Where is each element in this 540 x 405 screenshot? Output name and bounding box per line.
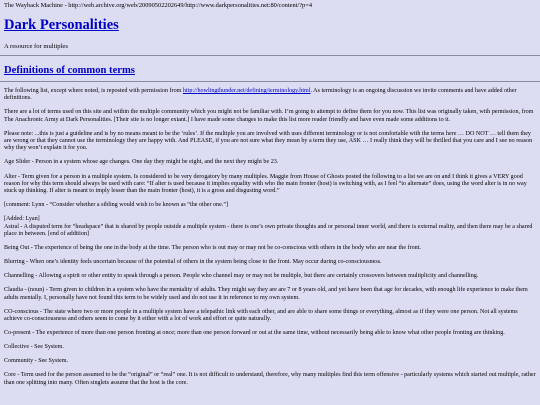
term-alter: Alter - Term given for a person in a multiple system. Is considered to be very derogatory by many multiples. Maggie from House of Ghosts posted the following to a list we are on and I think it gives a VERY good reason for why this term should always be used with care: “If alter is used because it implies equality with who the main fronter (host) is switching with, as I feel “to alternate” does, using the word alter is in no way stuck up thinking. If alter is meant to imply lesser than the main fronter (host), it is a gross and disgusting word.” xyxy=(4,173,527,195)
post-intro xyxy=(4,88,536,103)
comment-lynn: [comment: Lynn - “Consider whether a sibling would wish to be known as “the other one.”] xyxy=(4,202,229,209)
term-collective: Collective - See System. xyxy=(4,344,64,351)
site-tagline: A resource for multiples xyxy=(4,43,68,50)
source-link[interactable]: http://howlingthunder.net/defining/terminology.html xyxy=(182,88,311,94)
site-title-link[interactable]: Dark Personalities xyxy=(4,17,119,33)
astral-text: Astral - A disputed term for “headspace” that is shared by people outside a multiple system - there is one’s own private thoughts and or personal inner world, and there is external reality, and then there may be a shared place in between. [end of addition] xyxy=(4,223,533,237)
note-paragraph: Please note: ...this is just a guideline and is by no means meant to be the ‘rules’. If the multiple you are involved with uses different terminology or is not comfortable with the terms here … DO NOT … tell them they are wrong or that they cannot use the terminology they are happy with. And PLEASE, if you are not sure what they mean by a term they use, ASK … I really think they will be thrilled that you care and I see no reason why they won’t explain it for you. xyxy=(4,130,533,152)
added-tag: [Added: Lyan] xyxy=(4,216,40,223)
term-community: Community - See System. xyxy=(4,358,68,365)
term-core: Core - Term used for the person assumed to be the “original” or “real” one. It is not difficult to understand, therefore, why many multiples find this term offensive - particularly systems which started out multiple, rather than one splitting into many. Often singlets assume that the host is the core. xyxy=(4,372,536,386)
list-intro-paragraph: There are a lot of terms used on this site and within the multiple community which you might not be familiar with. I’m going to attempt to define them for you now. This list was originally taken, with permission, from The Anachronic Army at Dark Personalities. [Their site is no longer extant.] I have made some changes to make this list more reader friendly and have even made some additions to it. xyxy=(4,109,534,123)
intro-text-after: . As terminology is an ongoing discussion we invite comments and have added other definitions. xyxy=(4,88,517,102)
term-claudia: Claudia - (noun) - Term given to children in a system who have the mentality of adults. They might say they are are 7 or 8 years old, and yet have been that age for decades, with enough life experience to make them adults mentally. I, personally have not found this term to be widely used and do not use it in reference to my own system. xyxy=(4,287,528,301)
term-astral xyxy=(4,216,536,238)
term-being-out: Being Out - The experience of being the one in the body at the time. The person who is out may or may not be co-conscious with others in the body who are near the front. xyxy=(4,245,421,252)
post-title-link[interactable]: Definitions of common terms xyxy=(4,65,135,76)
wayback-banner: The Wayback Machine - http://web.archive.org/web/20090502202649/http://www.darkpersonalities.net:80/content/?p=4 xyxy=(4,2,313,9)
term-blurring: Blurring - When one’s identity feels uncertain because of the potential of others in the system being close to the front. May occur during co-consciousness. xyxy=(4,259,382,266)
intro-text-before: The following list, except where noted, is reposted with permission from xyxy=(4,88,183,94)
post-content xyxy=(4,88,536,394)
term-coconscious: CO-conscious - The state where two or more people in a multiple system have a telepathic link with each other, and are able to share some things or everything, almost as if they were one person. Not all systems achieve co-consciousness and others seem to come by it either with a lot of work and effort or quite naturally. xyxy=(4,308,518,322)
post-title-divider xyxy=(0,81,540,82)
header-divider xyxy=(0,55,540,56)
term-channelling: Channelling - Allowing a spirit or other entity to speak through a person. People who channel may or may not be multiple, but there are certainly crossovers between multiplicity and channelling. xyxy=(4,273,479,280)
term-copresent: Co-present - The experience of more than one person fronting at once; more than one person forward or out at the same time, without necessarily being able to know what other people fronting are thinking. xyxy=(4,330,505,337)
term-age-slider: Age Slider - Person in a system whose age changes. One day they might be eight, and the next they might be 23. xyxy=(4,159,279,166)
